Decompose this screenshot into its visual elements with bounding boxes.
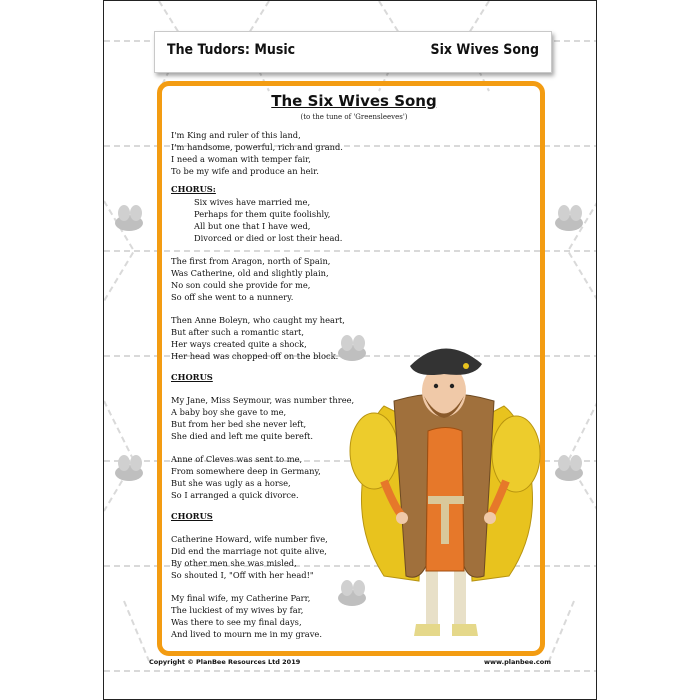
lyric-line: So off she went to a nunnery. [171,292,294,302]
lyric-line: Was there to see my final days, [171,617,302,627]
verse-4 [171,394,354,442]
lyric-line: Was Catherine, old and slightly plain, [171,268,329,278]
verse-7 [171,592,322,640]
lyric-line: No son could she provide for me, [171,280,311,290]
lyric-line: Divorced or died or lost their head. [194,233,343,243]
lyric-line: But from her bed she never left, [171,419,307,429]
lyric-line: Her ways created quite a shock, [171,339,307,349]
lyric-line: From somewhere deep in Germany, [171,466,321,476]
topic-title: The Tudors: Music [167,42,296,58]
lyric-line: My final wife, my Catherine Parr, [171,593,311,603]
lyric-line: So I arranged a quick divorce. [171,490,299,500]
lyric-line: Did end the marriage not quite alive, [171,546,327,556]
verse-2 [171,255,330,303]
lyric-line: By other men she was misled, [171,558,297,568]
chorus-label: CHORUS [171,511,213,521]
lyric-line: Anne of Cleves was sent to me, [171,454,303,464]
lyric-line: I'm handsome, powerful, rich and grand. [171,142,343,152]
lyric-line: But she was ugly as a horse, [171,478,291,488]
website-link[interactable]: www.planbee.com [484,658,551,666]
henry-viii-illustration [344,336,544,641]
verse-6 [171,533,328,581]
lyric-line: The first from Aragon, north of Spain, [171,256,331,266]
lyric-line: All but one that I have wed, [194,221,311,231]
lyric-line: Catherine Howard, wife number five, [171,534,328,544]
lyric-line: I'm King and ruler of this land, [171,130,301,140]
lyric-line: Perhaps for them quite foolishly, [194,209,331,219]
verse-5 [171,453,321,501]
lyric-line: My Jane, Miss Seymour, was number three, [171,395,355,405]
lesson-title: Six Wives Song [430,42,539,58]
worksheet-page [103,0,597,700]
copyright-text: Copyright © PlanBee Resources Ltd 2019 [149,658,301,666]
lyric-line: She died and left me quite bereft. [171,431,313,441]
lyric-line: And lived to mourn me in my grave. [171,629,322,639]
verse-1 [171,129,343,177]
lyric-line: But after such a romantic start, [171,327,304,337]
chorus [194,196,342,244]
lyric-line: A baby boy she gave to me, [171,407,287,417]
lyric-line: So shouted I, "Off with her head!" [171,570,314,580]
lyric-line: The luckiest of my wives by far, [171,605,304,615]
lyric-line: Six wives have married me, [194,197,311,207]
verse-3 [171,314,345,362]
chorus-label: CHORUS: [171,184,216,194]
page-header [154,31,552,73]
lyric-line: Her head was chopped off on the block. [171,351,339,361]
chorus-label: CHORUS [171,372,213,382]
lyric-line: Then Anne Boleyn, who caught my heart, [171,315,345,325]
lyric-line: I need a woman with temper fair, [171,154,311,164]
song-subtitle: (to the tune of 'Greensleeves') [300,113,408,121]
lyric-line: To be my wife and produce an heir. [171,166,319,176]
song-title: The Six Wives Song [271,92,437,110]
